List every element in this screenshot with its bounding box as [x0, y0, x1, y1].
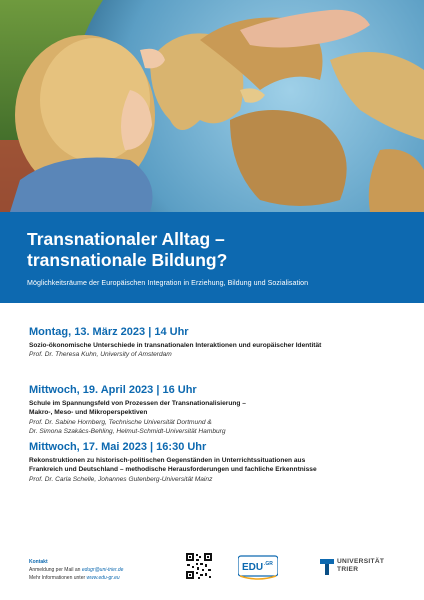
- uni-trier-emblem-icon: [320, 559, 334, 575]
- title-line-1: Transnationaler Alltag –: [27, 229, 225, 249]
- event-title: [29, 399, 246, 418]
- event-title-line: Sozio-ökonomische Unterschiede in transnationalen Interaktionen und europäischer Identität: [29, 342, 322, 349]
- uni-trier-logo: [320, 558, 400, 580]
- event-title: [29, 341, 321, 350]
- hero-photo: [0, 0, 424, 212]
- contact-info: [29, 574, 123, 582]
- edu-logo-suffix: .GR: [264, 561, 273, 567]
- event-speaker: [29, 350, 321, 359]
- contact-registration: [29, 566, 123, 574]
- event-date: Montag, 13. März 2023 | 14 Uhr: [29, 326, 189, 338]
- uni-trier-wordmark: [337, 558, 384, 574]
- event-title-line: Schule im Spannungsfeld von Prozessen der Transnationalisierung –: [29, 400, 246, 407]
- page-subtitle: Möglichkeitsräume der Europäischen Integration in Erziehung, Bildung und Sozialisation: [27, 279, 309, 287]
- event-item: [29, 384, 246, 437]
- event-date: Mittwoch, 19. April 2023 | 16 Uhr: [29, 384, 197, 396]
- contact-heading: Kontakt: [29, 559, 48, 565]
- event-title-line: Rekonstruktionen zu historisch-politischen Gegenständen in Unterrichtssituationen aus: [29, 457, 306, 464]
- edu-gr-logo-icon: [238, 554, 278, 580]
- contact-info-label: Mehr Informationen unter: [29, 575, 86, 581]
- contact-registration-label: Anmeldung per Mail an: [29, 567, 81, 573]
- title-banner: [0, 212, 424, 303]
- event-title-line: Frankreich und Deutschland – methodische Herausforderungen und fachliche Erkenntnisse: [29, 466, 317, 474]
- uni-name-line2: TRIER: [337, 566, 359, 573]
- page-title: [27, 229, 227, 271]
- event-speaker-line: Prof. Dr. Sabine Hornberg, Technische Universität Dortmund &: [29, 418, 212, 426]
- uni-name-line1: UNIVERSITÄT: [337, 558, 385, 565]
- event-speaker-line: Prof. Dr. Carla Schelle, Johannes Gutenberg-Universität Mainz: [29, 475, 213, 483]
- contact-block: [29, 558, 123, 582]
- event-date: Mittwoch, 17. Mai 2023 | 16:30 Uhr: [29, 441, 207, 453]
- event-speaker-line: Prof. Dr. Theresa Kuhn, University of Amsterdam: [29, 351, 172, 359]
- edu-gr-logo: [238, 554, 278, 580]
- qr-code-icon[interactable]: [186, 553, 212, 579]
- edu-logo-text: EDU: [242, 562, 264, 573]
- event-title-line: Makro-, Meso- und Mikroperspektiven: [29, 409, 148, 417]
- globe-photo-icon: [0, 0, 424, 212]
- event-title: [29, 456, 317, 475]
- event-speaker-line: Dr. Simona Szakács-Behling, Helmut-Schmidt-Universität Hamburg: [29, 428, 226, 436]
- event-speaker: [29, 475, 317, 484]
- event-item: [29, 441, 317, 484]
- title-line-2: transnationale Bildung?: [27, 250, 228, 270]
- contact-website-link[interactable]: www.edu-gr.eu: [86, 575, 120, 581]
- footer: [0, 540, 424, 600]
- contact-email-link[interactable]: edugr@uni-trier.de: [81, 567, 124, 573]
- event-speaker: [29, 418, 246, 437]
- event-item: [29, 326, 321, 360]
